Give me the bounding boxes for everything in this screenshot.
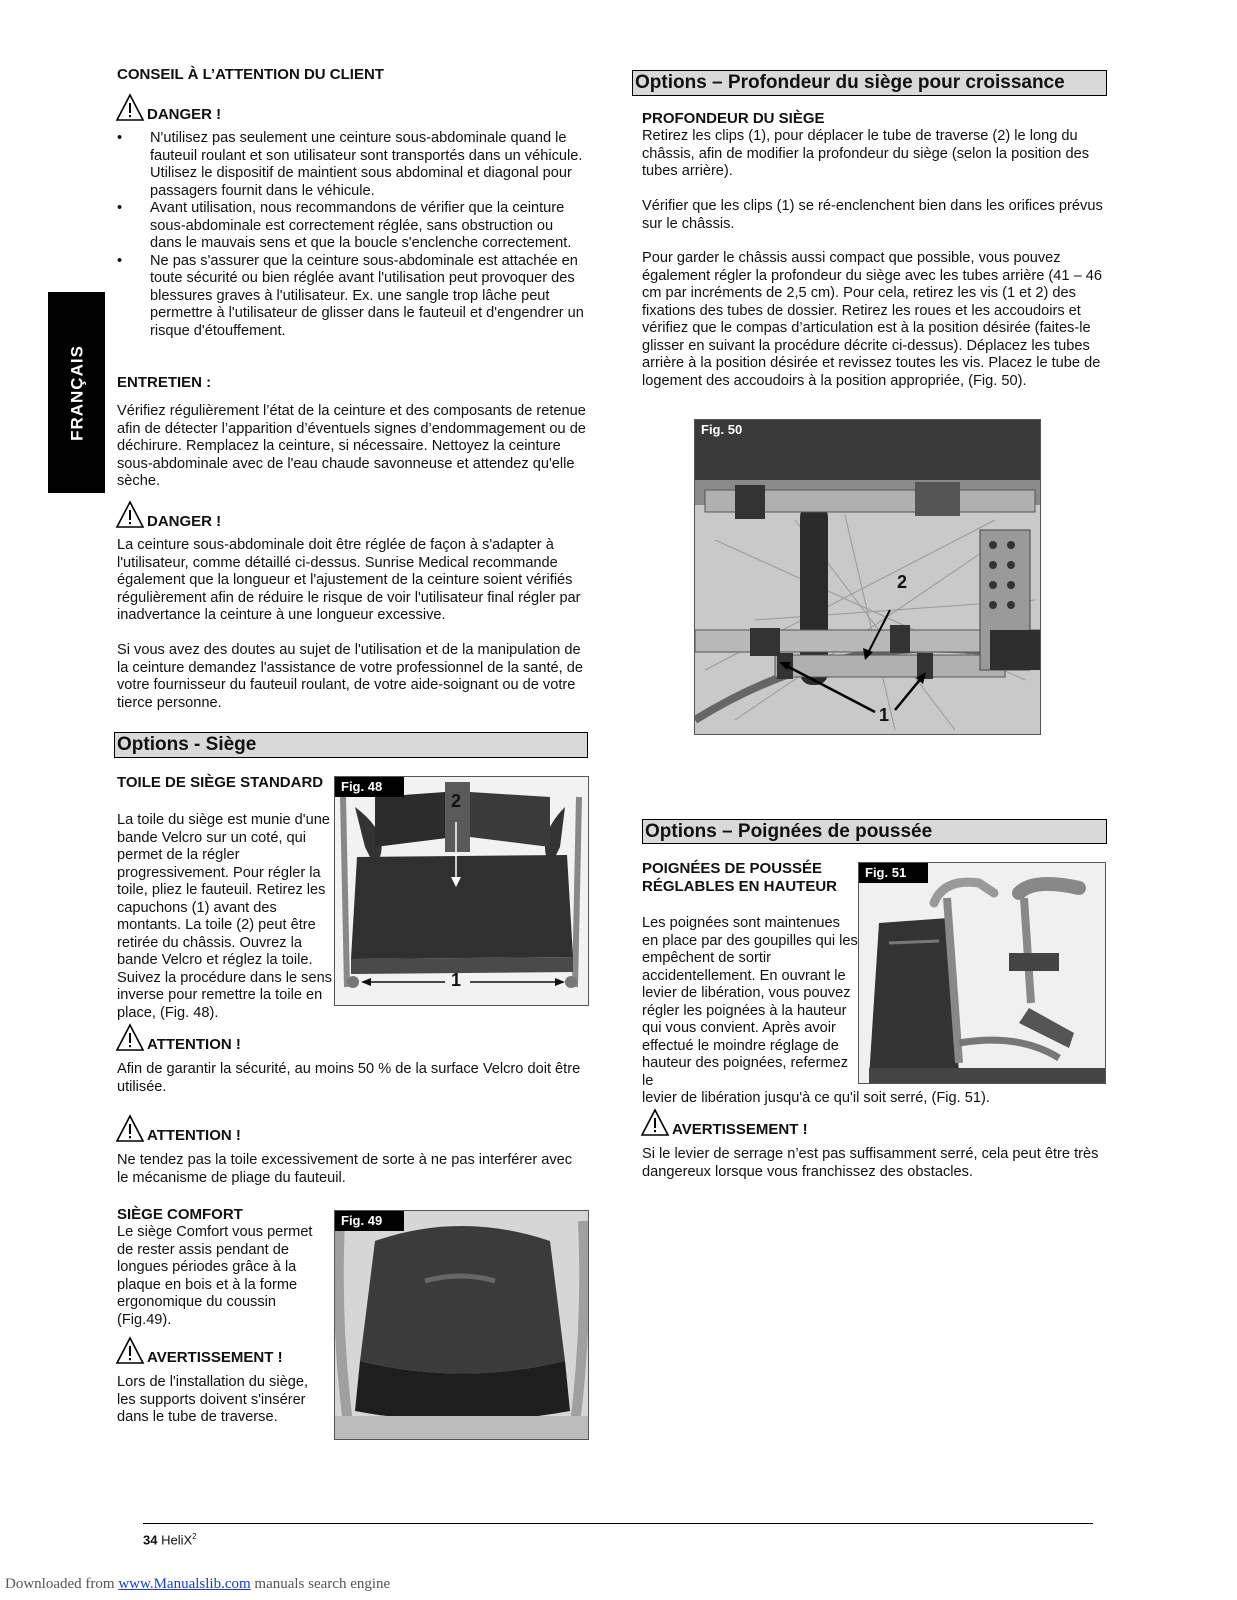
language-tab-label: FRANÇAIS: [66, 344, 86, 441]
download-prefix: Downloaded from: [5, 1576, 119, 1592]
fig50-callout-1: 1: [879, 705, 890, 725]
danger-warning-2: [115, 500, 221, 530]
attention-label-1: ATTENTION !: [147, 1035, 241, 1053]
avertissement-text-1: Lors de l'installation du siège, les supports doivent s'insérer dans le tube de traverse.: [117, 1374, 309, 1425]
danger-warning-1: [115, 93, 221, 123]
toile-text: La toile du siège est munie d'une bande Velcro sur un coté, qui permet de la régler progressivement. Pour régler la toile, pliez le fauteuil. Retirez les capuchons (1) avant des montants. La toile (2) peut être retirée du châssis. Ouvrez la bande Velcro et réglez la toile. Suivez la procédure dans le sens inverse pour remettre la toile en place, (Fig. 48).: [117, 812, 332, 1021]
product-superscript: 2: [192, 1532, 197, 1541]
profondeur-text-1: Retirez les clips (1), pour déplacer le tube de traverse (2) le long du châssis, afin de modifier la profondeur du siège (selon la position des tubes arrière).: [642, 128, 1089, 179]
warning-triangle-icon: [115, 1114, 145, 1144]
poignees-heading: POIGNÉES DE POUSSÉE RÉGLABLES EN HAUTEUR: [642, 860, 838, 895]
avertissement-warning-2: [640, 1108, 808, 1138]
list-item: • Ne pas s'assurer que la ceinture sous-abdominale est attachée en toute sécurité ou bien réglée avant l'utilisation peut provoquer des blessures graves à l'utilisateur. Ex. une sangle trop lâche peut permettre à l'utilisateur de glisser dans le fauteuil et d'engendrer un risque d'étouffement.: [117, 253, 587, 341]
toile-heading: TOILE DE SIÈGE STANDARD: [117, 774, 324, 791]
section-options-poignees: Options – Poignées de poussée: [642, 819, 1107, 844]
download-banner: [5, 1576, 390, 1594]
danger-text-1: La ceinture sous-abdominale doit être réglée de façon à s'adapter à l'utilisateur, comme détaillé ci-dessus. Sunrise Medical recommande également que la longueur et l'ajustement de la ceinture soient vérifiés régulièrement afin de réduire le risque de voir l'utilisateur final régler par inadvertance la ceinture à une longueur excessive.: [117, 537, 581, 623]
figure-48: [334, 776, 589, 1006]
download-suffix: manuals search engine: [250, 1576, 391, 1592]
page-number: 34: [143, 1532, 158, 1548]
fig48-label: Fig. 48: [335, 777, 404, 797]
danger-text-2: Si vous avez des doutes au sujet de l'utilisation et de la manipulation de la ceinture demandez l'assistance de votre professionnel de la santé, de votre fournisseur du fauteuil roulant, de votre aide-soignant ou de votre tierce personne.: [117, 642, 584, 711]
warning-triangle-icon: [115, 500, 145, 530]
warning-triangle-icon: [115, 1023, 145, 1053]
comfort-heading: SIÈGE COMFORT: [117, 1206, 243, 1223]
safety-bullet-list: [117, 130, 587, 340]
avertissement-warning-1: [115, 1336, 283, 1366]
profondeur-text-2: Vérifier que les clips (1) se ré-enclenchent bien dans les orifices prévus sur le châssis.: [642, 198, 1103, 232]
fig50-label: Fig. 50: [701, 422, 743, 437]
section-options-profondeur: Options – Profondeur du siège pour croissance: [632, 70, 1107, 96]
frame-depth-illustration: [695, 420, 1040, 734]
attention-warning-1: [115, 1023, 241, 1053]
profondeur-heading: PROFONDEUR DU SIÈGE: [642, 110, 825, 127]
poignees-text: Les poignées sont maintenues en place par des goupilles qui les empêchent de sortir accidentellement. En ouvrant le levier de libération, vous pouvez régler les poignées à la hauteur qui vous convient. Après avoir effectué le moindre réglage de hauteur des poignées, refermez le: [642, 915, 858, 1089]
avertissement-text-2: Si le levier de serrage n’est pas suffisamment serré, cela peut être très dangereux lorsque vous franchissez des obstacles.: [642, 1146, 1099, 1180]
fig48-callout-1: 1: [451, 970, 462, 990]
language-tab: [48, 292, 105, 493]
fig50-callout-2: 2: [897, 572, 908, 592]
attention-text-1: Afin de garantir la sécurité, au moins 50 % de la surface Velcro doit être utilisée.: [117, 1061, 581, 1095]
figure-50: [694, 419, 1041, 735]
product-name: HeliX: [161, 1532, 193, 1548]
list-item: • N'utilisez pas seulement une ceinture sous-abdominale quand le fauteuil roulant et son utilisateur sont transportés dans un véhicule. Utilisez le dispositif de maintient sous abdominal et diagonal pour passagers fournit dans le véhicule.: [117, 130, 587, 200]
poignees-text-end: levier de libération jusqu'à ce qu'il soit serré, (Fig. 51).: [642, 1090, 990, 1106]
comfort-text: Le siège Comfort vous permet de rester assis pendant de longues périodes grâce à la plaque en bois et à la forme ergonomique du coussin (Fig.49).: [117, 1224, 313, 1328]
warning-triangle-icon: [640, 1108, 670, 1138]
entretien-text: Vérifiez régulièrement l’état de la ceinture et des composants de retenue afin de détecter l’apparition d’éventuels signes d’endommagement ou de déchirure. Remplacez la ceinture, si nécessaire. Nettoyez la ceinture sous-abdominale avec de l'eau chaude savonneuse et attendez qu'elle sèche.: [117, 403, 586, 489]
warning-triangle-icon: [115, 93, 145, 123]
attention-label-2: ATTENTION !: [147, 1126, 241, 1144]
list-item: • Avant utilisation, nous recommandons de vérifier que la ceinture sous-abdominale est correctement réglée, sans obstruction ou dans le mauvais sens et que la boucle s'enclenche correctement.: [117, 200, 587, 253]
figure-51: [858, 862, 1106, 1084]
comfort-seat-illustration: [335, 1211, 588, 1439]
warning-triangle-icon: [115, 1336, 145, 1366]
attention-text-2: Ne tendez pas la toile excessivement de sorte à ne pas interférer avec le mécanisme de pliage du fauteuil.: [117, 1152, 573, 1186]
manualslib-link[interactable]: www.Manualslib.com: [118, 1576, 251, 1592]
avertissement-label-1: AVERTISSEMENT !: [147, 1348, 283, 1366]
conseil-heading: CONSEIL À L’ATTENTION DU CLIENT: [117, 66, 384, 83]
avertissement-label-2: AVERTISSEMENT !: [672, 1120, 808, 1138]
fig48-callout-2: 2: [451, 791, 462, 811]
seat-canvas-illustration: [335, 777, 588, 1005]
section-options-siege: Options - Siège: [114, 732, 588, 758]
attention-warning-2: [115, 1114, 241, 1144]
figure-49: [334, 1210, 589, 1440]
profondeur-text-3: Pour garder le châssis aussi compact que possible, vous pouvez également régler la profondeur du siège avec les tubes arrière (41 – 46 cm par incréments de 2,5 cm). Pour cela, retirez les vis (1 et 2) des fixations des tubes de dossier. Retirez les roues et les accoudoirs et vérifiez que le compas d’articulation est à la position désirée (faites-le glisser en suivant la procédure décrite ci-dessus). Déplacez les tubes arrière à la position désirée et revissez toutes les vis. Placez le tube de logement des accoudoirs à la position appropriée, (Fig. 50).: [642, 250, 1102, 389]
fig51-label: Fig. 51: [859, 863, 928, 883]
footer-divider: [143, 1523, 1093, 1524]
entretien-heading: ENTRETIEN :: [117, 374, 212, 391]
danger-label-2: DANGER !: [147, 512, 222, 530]
danger-label-1: DANGER !: [147, 105, 222, 123]
page-footer: [143, 1528, 197, 1549]
fig49-label: Fig. 49: [335, 1211, 404, 1231]
push-handles-illustration: [859, 863, 1105, 1083]
